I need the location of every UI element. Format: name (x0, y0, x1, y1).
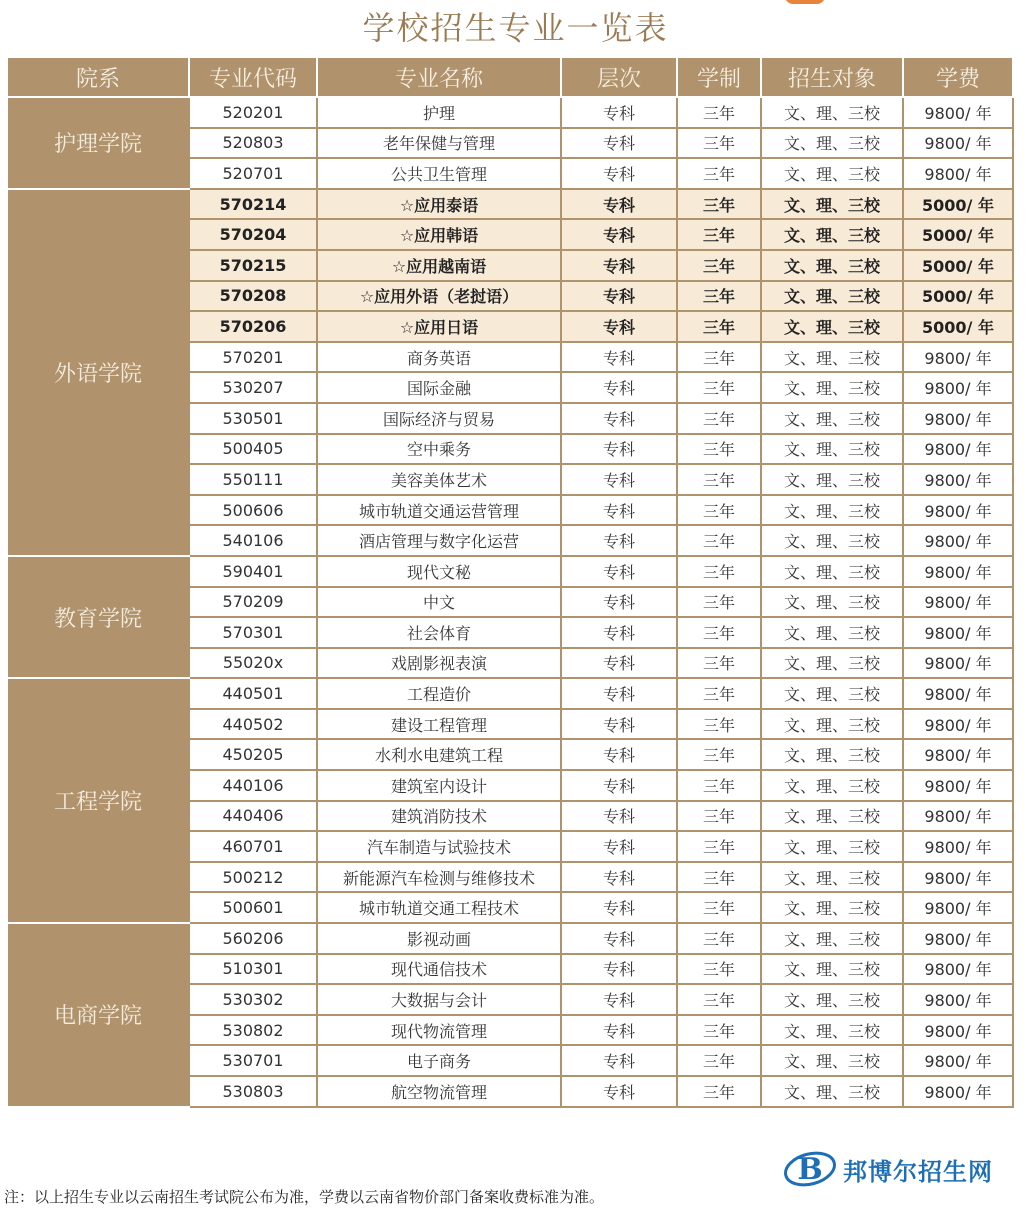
cell-target: 文、理、三校 (761, 219, 903, 250)
cell-fee: 9800/ 年 (903, 372, 1013, 403)
cell-target: 文、理、三校 (761, 525, 903, 556)
table-row (7, 189, 1013, 220)
table-row (7, 556, 1013, 587)
cell-years: 三年 (677, 617, 761, 648)
header-target: 招生对象 (761, 57, 903, 97)
cell-code: 440501 (189, 678, 317, 709)
cell-target: 文、理、三校 (761, 770, 903, 801)
cell-years: 三年 (677, 923, 761, 954)
cell-level: 专科 (561, 984, 677, 1015)
cell-years: 三年 (677, 556, 761, 587)
cell-level: 专科 (561, 342, 677, 373)
cell-years: 三年 (677, 648, 761, 679)
table-row (7, 923, 1013, 954)
cell-target: 文、理、三校 (761, 648, 903, 679)
cell-major: 建筑室内设计 (317, 770, 561, 801)
cell-level: 专科 (561, 1015, 677, 1046)
cell-code: 530302 (189, 984, 317, 1015)
dept-cell: 工程学院 (7, 678, 189, 923)
cell-level: 专科 (561, 372, 677, 403)
cell-target: 文、理、三校 (761, 342, 903, 373)
cell-fee: 9800/ 年 (903, 648, 1013, 679)
cell-level: 专科 (561, 678, 677, 709)
cell-years: 三年 (677, 739, 761, 770)
cell-code: 550111 (189, 464, 317, 495)
cell-code: 55020x (189, 648, 317, 679)
cell-fee: 9800/ 年 (903, 801, 1013, 832)
cell-fee: 9800/ 年 (903, 831, 1013, 862)
cell-fee: 9800/ 年 (903, 464, 1013, 495)
cell-fee: 5000/ 年 (903, 311, 1013, 342)
table-row (7, 97, 1013, 128)
cell-major: 水利水电建筑工程 (317, 739, 561, 770)
cell-major: 城市轨道交通运营管理 (317, 495, 561, 526)
cell-code: 530802 (189, 1015, 317, 1046)
cell-level: 专科 (561, 434, 677, 465)
cell-level: 专科 (561, 770, 677, 801)
cell-major: 建设工程管理 (317, 709, 561, 740)
cell-level: 专科 (561, 954, 677, 985)
cell-years: 三年 (677, 219, 761, 250)
cell-code: 530803 (189, 1076, 317, 1107)
cell-major: 电子商务 (317, 1045, 561, 1076)
cell-years: 三年 (677, 770, 761, 801)
cell-target: 文、理、三校 (761, 281, 903, 312)
cell-code: 510301 (189, 954, 317, 985)
cell-fee: 9800/ 年 (903, 495, 1013, 526)
cell-fee: 9800/ 年 (903, 892, 1013, 923)
cell-target: 文、理、三校 (761, 495, 903, 526)
watermark-logo (783, 1146, 993, 1192)
cell-fee: 9800/ 年 (903, 984, 1013, 1015)
cell-level: 专科 (561, 1076, 677, 1107)
cell-target: 文、理、三校 (761, 311, 903, 342)
cell-target: 文、理、三校 (761, 128, 903, 159)
cell-major: 汽车制造与试验技术 (317, 831, 561, 862)
cell-target: 文、理、三校 (761, 189, 903, 220)
cell-code: 570208 (189, 281, 317, 312)
cell-code: 500601 (189, 892, 317, 923)
cell-target: 文、理、三校 (761, 1076, 903, 1107)
cell-major: 现代物流管理 (317, 1015, 561, 1046)
cell-years: 三年 (677, 709, 761, 740)
cell-target: 文、理、三校 (761, 831, 903, 862)
svg-text:B: B (797, 1152, 823, 1187)
cell-code: 440502 (189, 709, 317, 740)
cell-fee: 5000/ 年 (903, 250, 1013, 281)
dept-cell: 护理学院 (7, 97, 189, 189)
cell-code: 570215 (189, 250, 317, 281)
cell-code: 450205 (189, 739, 317, 770)
cell-fee: 9800/ 年 (903, 158, 1013, 189)
cell-major: 现代通信技术 (317, 954, 561, 985)
cell-level: 专科 (561, 97, 677, 128)
cell-target: 文、理、三校 (761, 403, 903, 434)
cell-years: 三年 (677, 984, 761, 1015)
cell-major: 现代文秘 (317, 556, 561, 587)
cell-target: 文、理、三校 (761, 892, 903, 923)
cell-major: ☆应用越南语 (317, 250, 561, 281)
cell-level: 专科 (561, 495, 677, 526)
cell-fee: 9800/ 年 (903, 678, 1013, 709)
cell-fee: 9800/ 年 (903, 128, 1013, 159)
cell-level: 专科 (561, 739, 677, 770)
cell-target: 文、理、三校 (761, 801, 903, 832)
cell-code: 560206 (189, 923, 317, 954)
cell-years: 三年 (677, 801, 761, 832)
cell-level: 专科 (561, 158, 677, 189)
cell-code: 530501 (189, 403, 317, 434)
cell-code: 440106 (189, 770, 317, 801)
cell-code: 570214 (189, 189, 317, 220)
cell-code: 460701 (189, 831, 317, 862)
cell-code: 440406 (189, 801, 317, 832)
cell-years: 三年 (677, 372, 761, 403)
cell-fee: 9800/ 年 (903, 739, 1013, 770)
header-dept: 院系 (7, 57, 189, 97)
top-decoration (785, 0, 825, 4)
cell-years: 三年 (677, 587, 761, 618)
table-header-row (7, 57, 1013, 97)
cell-code: 530701 (189, 1045, 317, 1076)
header-code: 专业代码 (189, 57, 317, 97)
cell-fee: 9800/ 年 (903, 556, 1013, 587)
cell-major: 戏剧影视表演 (317, 648, 561, 679)
header-major: 专业名称 (317, 57, 561, 97)
cell-code: 570204 (189, 219, 317, 250)
cell-years: 三年 (677, 128, 761, 159)
cell-level: 专科 (561, 862, 677, 893)
cell-level: 专科 (561, 525, 677, 556)
cell-target: 文、理、三校 (761, 923, 903, 954)
table-row (7, 678, 1013, 709)
cell-target: 文、理、三校 (761, 1015, 903, 1046)
cell-years: 三年 (677, 1015, 761, 1046)
cell-level: 专科 (561, 923, 677, 954)
table-body (7, 97, 1013, 1107)
footnote: 注：以上招生专业以云南招生考试院公布为准，学费以云南省物价部门备案收费标准为准。 (4, 1188, 605, 1206)
cell-level: 专科 (561, 311, 677, 342)
cell-fee: 9800/ 年 (903, 923, 1013, 954)
cell-fee: 9800/ 年 (903, 403, 1013, 434)
cell-fee: 5000/ 年 (903, 189, 1013, 220)
cell-level: 专科 (561, 128, 677, 159)
cell-years: 三年 (677, 434, 761, 465)
cell-years: 三年 (677, 250, 761, 281)
cell-target: 文、理、三校 (761, 739, 903, 770)
cell-target: 文、理、三校 (761, 250, 903, 281)
cell-years: 三年 (677, 189, 761, 220)
cell-major: 城市轨道交通工程技术 (317, 892, 561, 923)
cell-fee: 9800/ 年 (903, 434, 1013, 465)
cell-fee: 9800/ 年 (903, 525, 1013, 556)
cell-major: 公共卫生管理 (317, 158, 561, 189)
cell-major: ☆应用外语（老挝语） (317, 281, 561, 312)
cell-level: 专科 (561, 556, 677, 587)
cell-years: 三年 (677, 311, 761, 342)
cell-major: 大数据与会计 (317, 984, 561, 1015)
majors-table (6, 56, 1014, 1108)
cell-code: 500405 (189, 434, 317, 465)
cell-target: 文、理、三校 (761, 954, 903, 985)
dept-cell: 外语学院 (7, 189, 189, 556)
cell-level: 专科 (561, 709, 677, 740)
cell-level: 专科 (561, 219, 677, 250)
cell-major: 影视动画 (317, 923, 561, 954)
cell-fee: 9800/ 年 (903, 617, 1013, 648)
cell-target: 文、理、三校 (761, 587, 903, 618)
logo-b-icon (783, 1147, 837, 1191)
cell-major: 航空物流管理 (317, 1076, 561, 1107)
cell-fee: 9800/ 年 (903, 342, 1013, 373)
cell-code: 500212 (189, 862, 317, 893)
cell-level: 专科 (561, 892, 677, 923)
cell-code: 540106 (189, 525, 317, 556)
cell-major: 建筑消防技术 (317, 801, 561, 832)
cell-years: 三年 (677, 954, 761, 985)
cell-level: 专科 (561, 403, 677, 434)
cell-target: 文、理、三校 (761, 372, 903, 403)
cell-level: 专科 (561, 587, 677, 618)
dept-cell: 电商学院 (7, 923, 189, 1107)
cell-code: 570206 (189, 311, 317, 342)
cell-years: 三年 (677, 403, 761, 434)
cell-major: 中文 (317, 587, 561, 618)
cell-major: 护理 (317, 97, 561, 128)
cell-years: 三年 (677, 892, 761, 923)
cell-fee: 9800/ 年 (903, 770, 1013, 801)
cell-years: 三年 (677, 1045, 761, 1076)
cell-years: 三年 (677, 342, 761, 373)
header-level: 层次 (561, 57, 677, 97)
cell-level: 专科 (561, 617, 677, 648)
cell-level: 专科 (561, 648, 677, 679)
cell-code: 520201 (189, 97, 317, 128)
cell-years: 三年 (677, 464, 761, 495)
cell-target: 文、理、三校 (761, 617, 903, 648)
cell-code: 570209 (189, 587, 317, 618)
cell-years: 三年 (677, 525, 761, 556)
cell-level: 专科 (561, 281, 677, 312)
cell-target: 文、理、三校 (761, 862, 903, 893)
cell-major: 酒店管理与数字化运营 (317, 525, 561, 556)
cell-years: 三年 (677, 1076, 761, 1107)
cell-major: 老年保健与管理 (317, 128, 561, 159)
cell-target: 文、理、三校 (761, 464, 903, 495)
cell-major: 美容美体艺术 (317, 464, 561, 495)
watermark-text: 邦博尔招生网 (843, 1157, 993, 1186)
cell-years: 三年 (677, 158, 761, 189)
cell-major: 社会体育 (317, 617, 561, 648)
header-years: 学制 (677, 57, 761, 97)
cell-code: 570301 (189, 617, 317, 648)
cell-fee: 5000/ 年 (903, 281, 1013, 312)
cell-level: 专科 (561, 189, 677, 220)
cell-target: 文、理、三校 (761, 1045, 903, 1076)
cell-years: 三年 (677, 495, 761, 526)
cell-fee: 9800/ 年 (903, 587, 1013, 618)
cell-fee: 9800/ 年 (903, 97, 1013, 128)
cell-fee: 9800/ 年 (903, 1015, 1013, 1046)
cell-years: 三年 (677, 862, 761, 893)
cell-fee: 9800/ 年 (903, 954, 1013, 985)
cell-target: 文、理、三校 (761, 97, 903, 128)
cell-fee: 9800/ 年 (903, 1076, 1013, 1107)
cell-level: 专科 (561, 801, 677, 832)
cell-years: 三年 (677, 97, 761, 128)
page-title: 学校招生专业一览表 (362, 9, 669, 47)
cell-target: 文、理、三校 (761, 709, 903, 740)
cell-code: 590401 (189, 556, 317, 587)
cell-level: 专科 (561, 1045, 677, 1076)
cell-years: 三年 (677, 281, 761, 312)
cell-target: 文、理、三校 (761, 158, 903, 189)
cell-target: 文、理、三校 (761, 984, 903, 1015)
cell-code: 530207 (189, 372, 317, 403)
cell-years: 三年 (677, 831, 761, 862)
cell-level: 专科 (561, 831, 677, 862)
cell-major: ☆应用韩语 (317, 219, 561, 250)
cell-major: 国际金融 (317, 372, 561, 403)
dept-cell: 教育学院 (7, 556, 189, 678)
cell-code: 500606 (189, 495, 317, 526)
cell-major: 工程造价 (317, 678, 561, 709)
cell-major: ☆应用日语 (317, 311, 561, 342)
cell-level: 专科 (561, 250, 677, 281)
cell-code: 520701 (189, 158, 317, 189)
cell-fee: 9800/ 年 (903, 709, 1013, 740)
cell-fee: 5000/ 年 (903, 219, 1013, 250)
cell-major: 新能源汽车检测与维修技术 (317, 862, 561, 893)
cell-level: 专科 (561, 464, 677, 495)
cell-target: 文、理、三校 (761, 434, 903, 465)
cell-target: 文、理、三校 (761, 678, 903, 709)
cell-fee: 9800/ 年 (903, 1045, 1013, 1076)
cell-major: 国际经济与贸易 (317, 403, 561, 434)
cell-major: ☆应用泰语 (317, 189, 561, 220)
cell-major: 空中乘务 (317, 434, 561, 465)
cell-years: 三年 (677, 678, 761, 709)
cell-code: 520803 (189, 128, 317, 159)
cell-major: 商务英语 (317, 342, 561, 373)
cell-code: 570201 (189, 342, 317, 373)
header-fee: 学费 (903, 57, 1013, 97)
cell-fee: 9800/ 年 (903, 862, 1013, 893)
cell-target: 文、理、三校 (761, 556, 903, 587)
